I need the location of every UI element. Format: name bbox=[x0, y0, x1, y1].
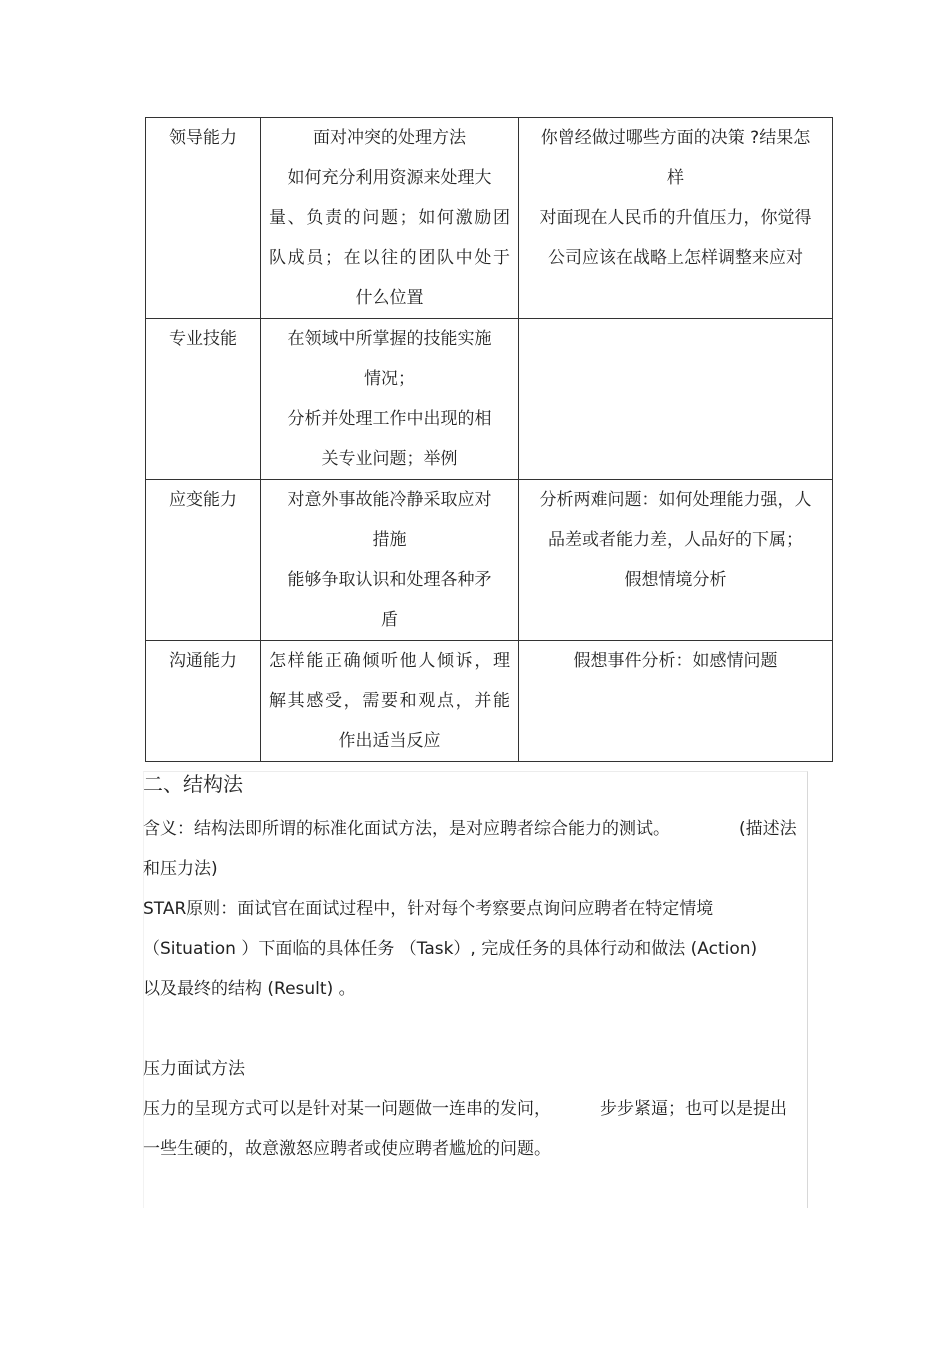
cell-line: 假想事件分析：如感情问题 bbox=[573, 651, 778, 671]
cell-line: 假想情境分析 bbox=[624, 570, 727, 590]
pressure-line-2: 一些生硬的，故意激怒应聘者或使应聘者尴尬的问题。 bbox=[143, 1139, 551, 1159]
table-row bbox=[146, 118, 833, 319]
star-line-2: （Situation ）下面临的具体任务 （Task）, 完成任务的具体行动和做法 (Action) bbox=[143, 939, 758, 959]
cell-line: 怎样能正确倾听他人倾诉，理 bbox=[269, 651, 510, 671]
table-row bbox=[146, 641, 833, 762]
cell-line: 分析并处理工作中出现的相 bbox=[287, 409, 492, 429]
cell-line: 关专业问题；举例 bbox=[321, 449, 458, 469]
cell-line: 你曾经做过哪些方面的决策 ?结果怎 bbox=[540, 128, 811, 148]
row-questions bbox=[519, 641, 833, 762]
row-content bbox=[261, 319, 519, 480]
meaning-line-2: 和压力法) bbox=[143, 859, 218, 879]
cell-line: 解其感受，需要和观点，并能 bbox=[269, 691, 510, 711]
row-questions bbox=[519, 118, 833, 319]
pressure-line-1: 压力的呈现方式可以是针对某一问题做一连串的发问， bbox=[143, 1099, 551, 1119]
competency-table bbox=[145, 117, 833, 762]
cell-line: 对意外事故能冷静采取应对 bbox=[287, 490, 492, 510]
section-heading: 二、结构法 bbox=[143, 772, 243, 796]
row-content bbox=[261, 118, 519, 319]
cell-line: 面对冲突的处理方法 bbox=[313, 128, 466, 148]
cell-line: 公司应该在战略上怎样调整来应对 bbox=[548, 248, 803, 268]
star-line-3: 以及最终的结构 (Result) 。 bbox=[143, 979, 356, 999]
cell-line: 能够争取认识和处理各种矛 bbox=[287, 570, 492, 590]
cell-line: 对面现在人民币的升值压力，你觉得 bbox=[539, 208, 812, 228]
cell-line: 队成员；在以往的团队中处于 bbox=[269, 248, 510, 268]
cell-line: 盾 bbox=[381, 610, 398, 630]
meaning-line-1-tail: (描述法 bbox=[739, 819, 797, 839]
row-label: 专业技能 bbox=[146, 319, 261, 480]
row-content bbox=[261, 641, 519, 762]
pressure-title: 压力面试方法 bbox=[143, 1059, 245, 1079]
cell-line: 措施 bbox=[372, 530, 407, 550]
row-label: 沟通能力 bbox=[146, 641, 261, 762]
cell-line: 品差或者能力差，人品好的下属； bbox=[548, 530, 803, 550]
table-row bbox=[146, 480, 833, 641]
cell-line: 作出适当反应 bbox=[338, 731, 441, 751]
cell-line: 量、负责的问题；如何激励团 bbox=[269, 208, 510, 228]
row-questions bbox=[519, 319, 833, 480]
cell-line: 如何充分利用资源来处理大 bbox=[287, 168, 492, 188]
cell-line: 什么位置 bbox=[355, 288, 424, 308]
row-label: 领导能力 bbox=[146, 118, 261, 319]
cell-line: 情况； bbox=[364, 369, 415, 389]
pressure-line-1-tail: 步步紧逼；也可以是提出 bbox=[600, 1099, 787, 1119]
cell-line: 样 bbox=[667, 168, 684, 188]
cell-line: 在领域中所掌握的技能实施 bbox=[287, 329, 492, 349]
star-line-1: STAR原则：面试官在面试过程中，针对每个考察要点询问应聘者在特定情境 bbox=[143, 899, 714, 919]
cell-line: 分析两难问题：如何处理能力强，人 bbox=[539, 490, 812, 510]
meaning-line-1: 含义：结构法即所谓的标准化面试方法，是对应聘者综合能力的测试。 bbox=[143, 819, 670, 839]
row-label: 应变能力 bbox=[146, 480, 261, 641]
row-content bbox=[261, 480, 519, 641]
row-questions bbox=[519, 480, 833, 641]
table-row bbox=[146, 319, 833, 480]
